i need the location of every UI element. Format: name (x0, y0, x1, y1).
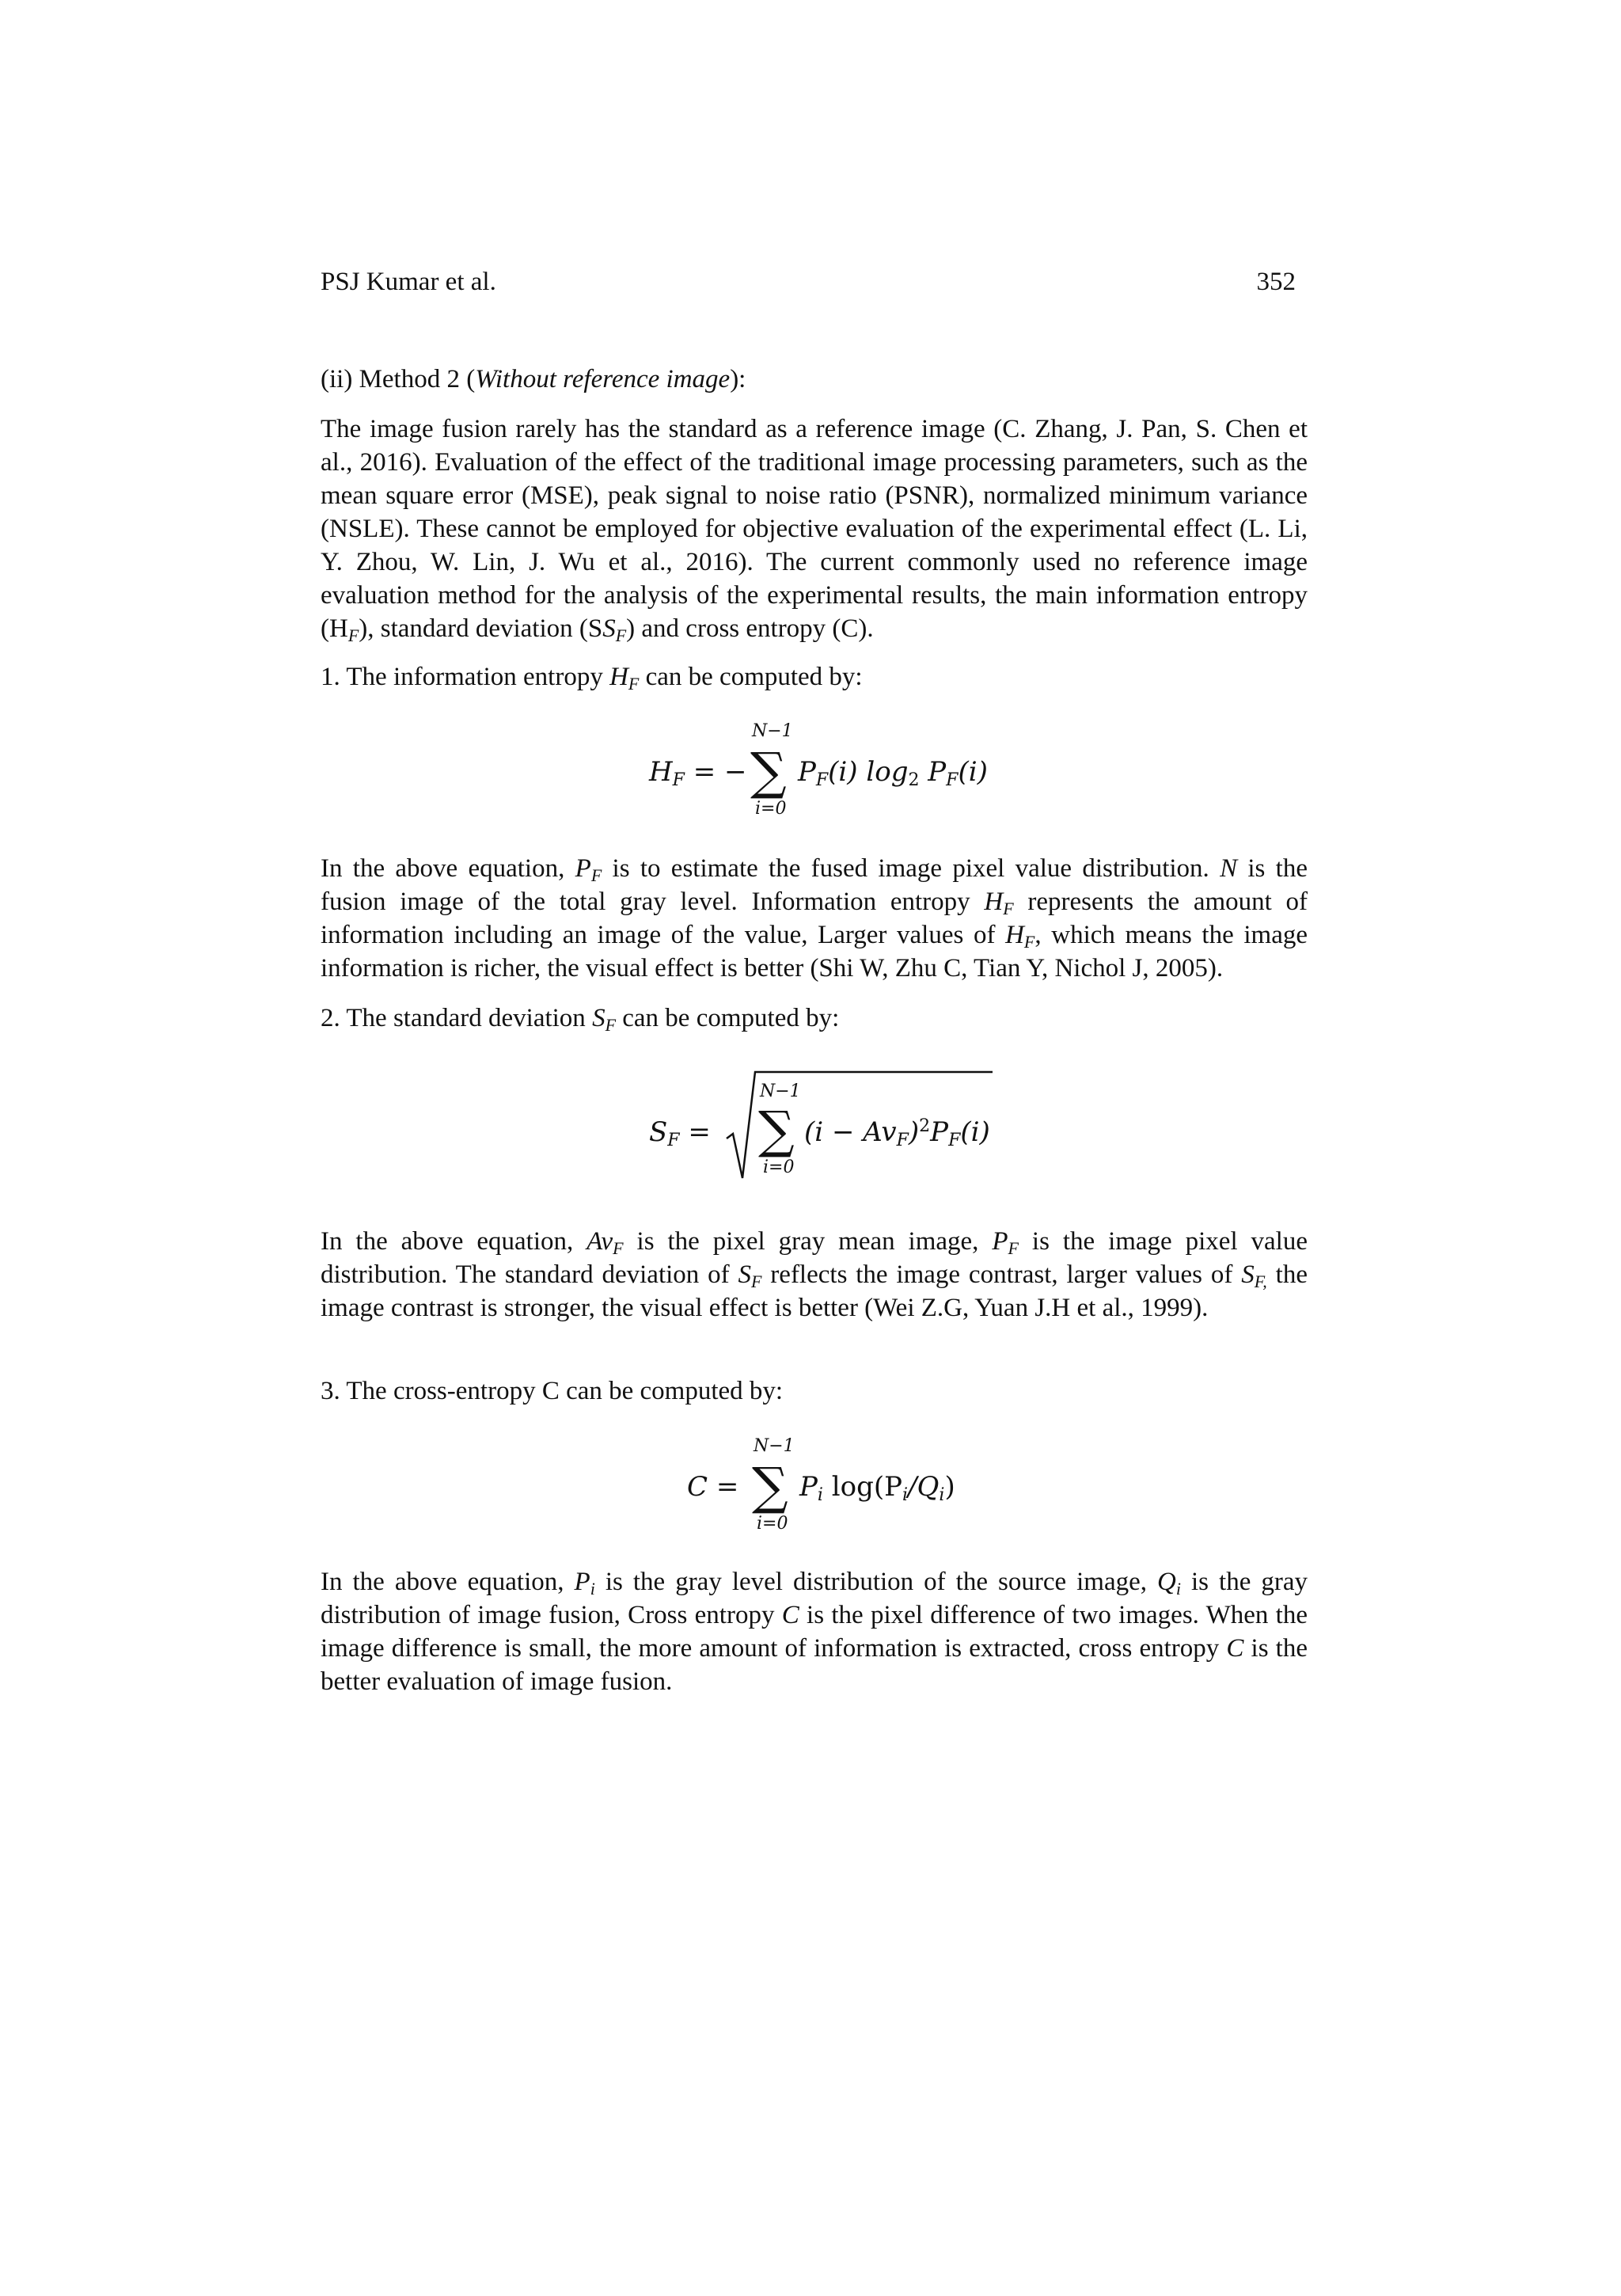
paragraph-entropy-explanation: In the above equation, $P_F$ is to estimate the fused image pixel value distribution. N is the fusion image of the total gray level. Information entropy $H_F$ represents the amount of information including an image of the value, Larger values of $H_F$, which means the image information is richer, the visual effect is better (Shi W, Zhu C, Tian Y, Nichol J, 2005). (321, 854, 1308, 983)
item-2-label: 2. The standard deviation $S_F$ can be computed by: (321, 1004, 840, 1035)
paragraph-std-explanation: In the above equation, $Av_F$ is the pixel gray mean image, $P_F$ is the image pixel value distribution. The standard deviation of $S_F$ reflects the image contrast, larger values of $S_{F,}$ the image contrast is stronger, the visual effect is better (Wei Z.G, Yuan J.H et al., 1999). (321, 1227, 1308, 1322)
summation-sign: ∑ (752, 1458, 788, 1516)
summation-sign: ∑ (750, 743, 787, 801)
running-author: PSJ Kumar et al. (321, 268, 496, 296)
running-header (321, 263, 1296, 301)
section-heading: (ii) Method 2 (Without reference image): (321, 365, 746, 393)
item-1-label: 1. The information entropy $H_F$ can be computed by: (321, 663, 863, 694)
equation-information-entropy: $H_F$ = − N−1 ∑ i=0 $P_F(i)$ $\log_2 P_F(i)$ (649, 721, 988, 819)
paragraph-cross-entropy-explanation: In the above equation, $P_i$ is the gray level distribution of the source image, $Q_i$ is the gray distribution of image fusion, Cross entropy C is the pixel difference of two images. When the image difference is small, the more amount of information is extracted, cross entropy C is the better evaluation of image fusion. (321, 1568, 1308, 1696)
intro-paragraph: The image fusion rarely has the standard as a reference image (C. Zhang, J. Pan, S. Chen et al., 2016). Evaluation of the effect of the traditional image processing parameters, such as the mean square error (MSE), peak signal to noise ratio (PSNR), normalized minimum variance (NSLE). These cannot be employed for objective evaluation of the experimental effect (L. Li, Y. Zhou, W. Lin, J. Wu et al., 2016). The current commonly used no reference image evaluation method for the analysis of the experimental results, the main information entropy $(H_F)$, standard deviation $(SS_F)$ and cross entropy (C). (321, 415, 1308, 645)
page-number: 352 (1256, 268, 1296, 296)
item-3-label: 3. The cross-entropy C can be computed by: (321, 1377, 784, 1405)
equation-standard-deviation: $S_F$ = N−1 ∑ i=0 $(i - Av_F)^2P_F(i)$ (649, 1061, 997, 1196)
summation-sign: ∑ (758, 1101, 795, 1160)
equation-cross-entropy: C = N−1 ∑ i=0 $P_i$ $\log(P_i/Q_i)$ (687, 1436, 955, 1534)
